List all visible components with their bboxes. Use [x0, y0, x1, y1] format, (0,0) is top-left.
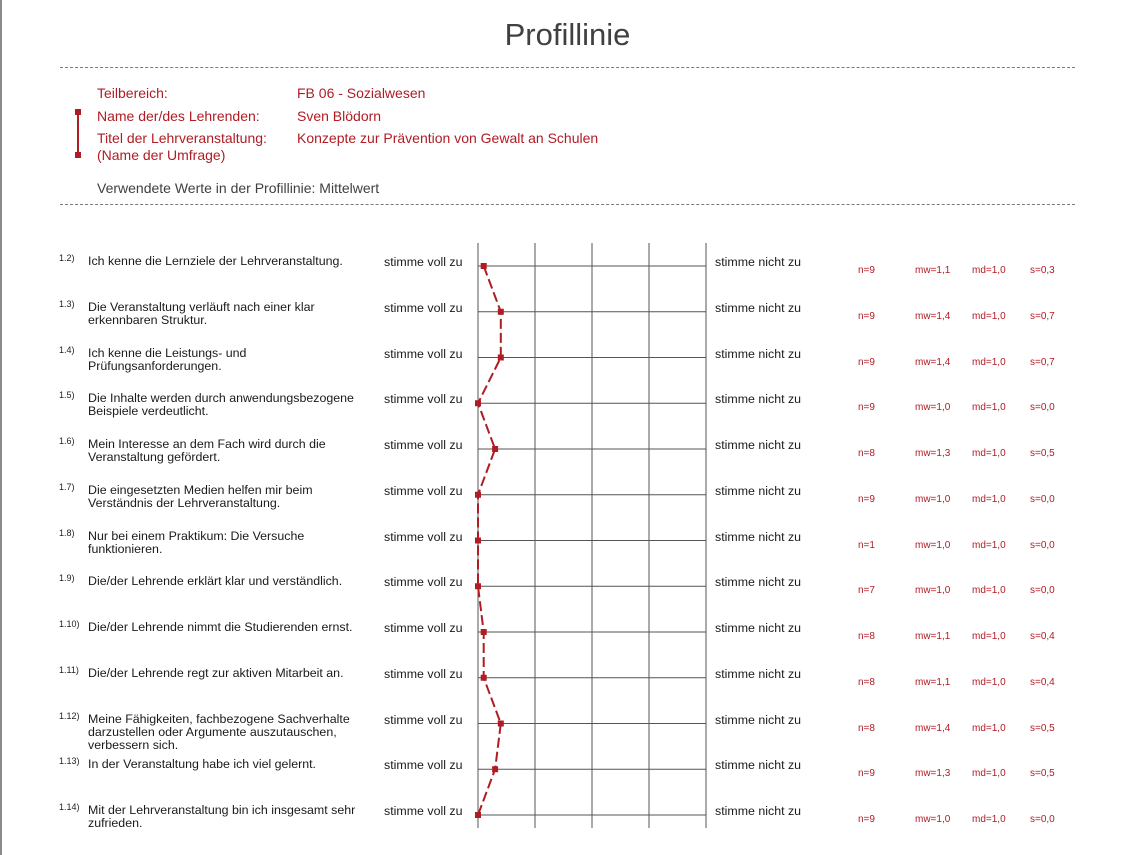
profile-point: [481, 675, 487, 681]
stat-mean: mw=1,4: [915, 356, 951, 368]
scale-left-label: stimme voll zu: [384, 529, 463, 544]
stat-n: n=9: [858, 356, 875, 368]
scale-right-label: stimme nicht zu: [715, 666, 802, 681]
question-text: In der Veranstaltung habe ich viel gelernt.: [88, 757, 316, 772]
question-number: 1.12): [59, 710, 80, 721]
stat-median: md=1,0: [972, 631, 1006, 642]
stat-n: n=9: [858, 493, 875, 505]
stat-stddev: s=0,0: [1030, 539, 1055, 551]
question-number: 1.5): [59, 390, 75, 401]
stat-mean: mw=1,0: [915, 493, 951, 505]
scale-right-label: stimme nicht zu: [715, 300, 802, 315]
page-title: Profillinie: [504, 17, 631, 52]
stat-mean: mw=1,3: [915, 768, 951, 780]
scale-right-label: stimme nicht zu: [715, 758, 802, 773]
course-value: Konzepte zur Prävention von Gewalt an Schulen: [297, 130, 599, 146]
stat-stddev: s=0,7: [1030, 356, 1055, 368]
field-value: FB 06 - Sozialwesen: [297, 85, 426, 101]
question-number: 1.2): [59, 253, 75, 263]
stat-stddev: s=0,4: [1030, 676, 1055, 688]
question-number: 1.14): [59, 802, 80, 812]
stat-median: md=1,0: [972, 768, 1006, 780]
profile-point: [475, 492, 481, 498]
stat-median: md=1,0: [972, 402, 1006, 414]
field-label: Teilbereich:: [97, 85, 168, 101]
stat-stddev: s=0,7: [1030, 310, 1055, 322]
stat-n: n=1: [858, 539, 875, 551]
used-values-note: Verwendete Werte in der Profillinie: Mittelwert: [97, 180, 380, 196]
profile-point: [481, 263, 487, 269]
scale-right-label: stimme nicht zu: [715, 804, 802, 818]
stat-median: md=1,0: [972, 539, 1006, 551]
scale-right-label: stimme nicht zu: [715, 438, 802, 452]
question-text: Ich kenne die Leistungs- und Prüfungsanforderungen.: [88, 345, 247, 373]
stat-n: n=9: [858, 265, 875, 276]
question-number: 1.7): [59, 481, 75, 492]
profile-point: [498, 309, 504, 315]
stat-n: n=8: [858, 722, 875, 734]
scale-left-label: stimme voll zu: [384, 438, 463, 452]
stat-median: md=1,0: [972, 310, 1006, 322]
stat-stddev: s=0,0: [1030, 493, 1055, 505]
stat-n: n=8: [858, 631, 875, 642]
stat-mean: mw=1,1: [915, 676, 951, 688]
question-text: Die Veranstaltung verläuft nach einer klar erkennbaren Struktur.: [88, 299, 315, 327]
profile-point: [475, 583, 481, 589]
stat-mean: mw=1,3: [915, 448, 951, 459]
scale-left-label: stimme voll zu: [384, 255, 463, 269]
stat-median: md=1,0: [972, 448, 1006, 459]
stat-stddev: s=0,0: [1030, 585, 1055, 597]
scale-left-label: stimme voll zu: [384, 666, 463, 681]
question-number: 1.11): [59, 664, 79, 675]
stat-n: n=9: [858, 310, 875, 322]
profile-point: [498, 721, 504, 727]
scale-left-label: stimme voll zu: [384, 300, 463, 315]
profile-point: [498, 355, 504, 361]
stat-median: md=1,0: [972, 356, 1006, 368]
stat-median: md=1,0: [972, 493, 1006, 505]
question-text: Die/der Lehrende nimmt die Studierenden ernst.: [88, 620, 353, 634]
stat-mean: mw=1,0: [915, 814, 951, 825]
question-text: Die/der Lehrende regt zur aktiven Mitarbeit an.: [88, 665, 344, 680]
question-text: Nur bei einem Praktikum: Die Versuche funktionieren.: [88, 528, 305, 556]
scale-left-label: stimme voll zu: [384, 712, 463, 727]
stat-mean: mw=1,1: [915, 265, 951, 276]
stat-stddev: s=0,0: [1030, 402, 1055, 414]
scale-left-label: stimme voll zu: [384, 346, 463, 361]
stat-stddev: s=0,0: [1030, 814, 1055, 825]
stat-stddev: s=0,5: [1030, 448, 1055, 459]
scale-left-label: stimme voll zu: [384, 483, 463, 498]
question-number: 1.9): [59, 573, 75, 584]
scale-right-label: stimme nicht zu: [715, 483, 802, 498]
stat-median: md=1,0: [972, 585, 1006, 597]
scale-right-label: stimme nicht zu: [715, 621, 802, 635]
stat-mean: mw=1,0: [915, 402, 951, 414]
profile-point: [492, 446, 498, 452]
stat-stddev: s=0,4: [1030, 631, 1055, 642]
question-number: 1.10): [59, 619, 80, 629]
question-number: 1.8): [59, 527, 75, 538]
question-text: Ich kenne die Lernziele der Lehrveranstaltung.: [88, 254, 343, 268]
scale-left-label: stimme voll zu: [384, 804, 463, 818]
stat-stddev: s=0,5: [1030, 768, 1055, 780]
question-number: 1.6): [59, 436, 75, 446]
stat-stddev: s=0,5: [1030, 722, 1055, 734]
stat-mean: mw=1,0: [915, 585, 951, 597]
scale-right-label: stimme nicht zu: [715, 575, 802, 590]
stat-n: n=8: [858, 448, 875, 459]
scale-right-label: stimme nicht zu: [715, 529, 802, 544]
question-text: Die Inhalte werden durch anwendungsbezogene Beispiele verdeutlicht.: [88, 391, 354, 419]
question-number: 1.3): [59, 298, 75, 309]
stat-median: md=1,0: [972, 722, 1006, 734]
scale-right-label: stimme nicht zu: [715, 712, 802, 727]
course-label-survey: (Name der Umfrage): [97, 147, 226, 163]
stat-n: n=9: [858, 814, 875, 825]
question-number: 1.4): [59, 344, 75, 355]
stat-median: md=1,0: [972, 814, 1006, 825]
stat-stddev: s=0,3: [1030, 265, 1055, 276]
stat-mean: mw=1,4: [915, 310, 951, 322]
question-text: Die/der Lehrende erklärt klar und verständlich.: [88, 574, 343, 589]
scale-left-label: stimme voll zu: [384, 621, 463, 635]
stat-mean: mw=1,1: [915, 631, 951, 642]
question-text: Die eingesetzten Medien helfen mir beim Verständnis der Lehrveranstaltung.: [88, 482, 313, 510]
profile-point: [475, 538, 481, 544]
question-text: Mit der Lehrveranstaltung bin ich insgesamt sehr zufrieden.: [88, 803, 356, 830]
stat-n: n=9: [858, 768, 875, 780]
profile-point: [481, 629, 487, 635]
scale-left-label: stimme voll zu: [384, 575, 463, 590]
profile-point: [475, 812, 481, 818]
stat-n: n=8: [858, 676, 875, 688]
scale-left-label: stimme voll zu: [384, 392, 463, 407]
stat-n: n=9: [858, 402, 875, 414]
scale-right-label: stimme nicht zu: [715, 346, 802, 361]
lecturer-value: Sven Blödorn: [297, 108, 382, 124]
stat-mean: mw=1,4: [915, 722, 951, 734]
profile-point: [492, 766, 498, 772]
stat-mean: mw=1,0: [915, 539, 951, 551]
scale-right-label: stimme nicht zu: [715, 255, 802, 269]
stat-median: md=1,0: [972, 676, 1006, 688]
question-text: Meine Fähigkeiten, fachbezogene Sachverhalte darzustellen oder Argumente auszutauschen, verbessern sich.: [88, 711, 350, 752]
scale-right-label: stimme nicht zu: [715, 392, 802, 407]
question-number: 1.13): [59, 756, 80, 767]
stat-n: n=7: [858, 585, 875, 597]
stat-median: md=1,0: [972, 265, 1006, 276]
question-text: Mein Interesse an dem Fach wird durch die Veranstaltung gefördert.: [88, 437, 326, 464]
course-label: Titel der Lehrveranstaltung:: [97, 130, 267, 146]
profile-point: [475, 400, 481, 406]
lecturer-label: Name der/des Lehrenden:: [97, 108, 260, 124]
scale-left-label: stimme voll zu: [384, 758, 463, 773]
